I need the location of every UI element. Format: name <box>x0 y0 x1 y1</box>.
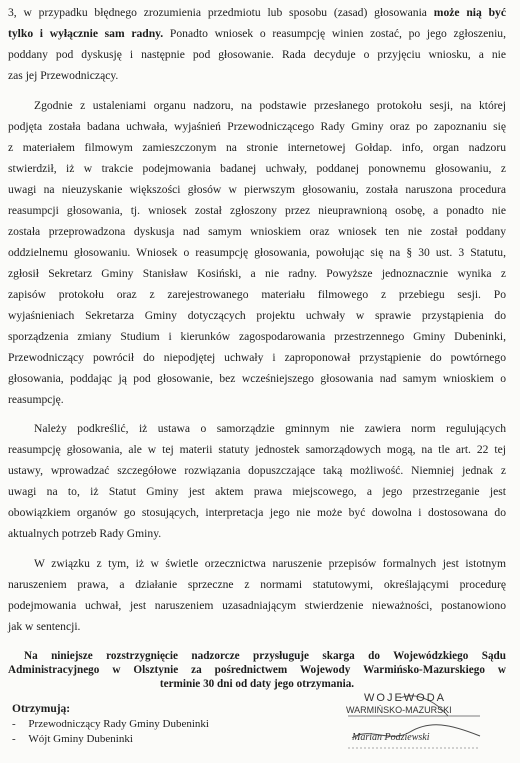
paragraph1-line2 <box>8 27 506 41</box>
paragraph1-line1 <box>8 6 506 20</box>
recipient-item <box>12 718 209 731</box>
paragraph2-line: stwierdził, iż w trakcie podejmowania badanej uchwały, poddanej ponownemu głosowaniu, z <box>8 162 506 175</box>
stamp-subtitle: WARMIŃSKO-MAZURSKI <box>346 705 452 715</box>
stamp-title: WOJEWODA <box>364 692 446 704</box>
official-stamp <box>330 686 508 758</box>
paragraph1-line1-text: 3, w przypadku błędnego zrozumienia przedmiotu lub sposobu (zasad) głosowania <box>8 6 427 19</box>
paragraph4-line: W związku z tym, iż w świetle orzecznictwa naruszenie przepisów formalnych jest istotnym <box>34 557 506 570</box>
paragraph4-line: naruszeniem prawa, a działanie sprzeczne z normami statutowymi, określającymi procedurę <box>8 578 506 591</box>
paragraph4-line: podejmowania uchwał, jest naruszeniem uzasadniającym stwierdzenie nieważności, postanowiono <box>8 599 506 612</box>
paragraph2-line: Zgodnie z ustaleniami organu nadzoru, na podstawie przesłanego protokołu sesji, na której <box>34 99 506 112</box>
paragraph3-line: ustawy, wprowadzać szczegółowe rozwiązania dopuszczające taką możliwość. Niemniej jednak z <box>8 464 506 477</box>
paragraph3-line: aktualnych potrzeb Rady Gminy. <box>8 527 162 540</box>
paragraph2-line: reasumpcję. <box>8 393 64 406</box>
paragraph2-line: zapisów protokołu oraz z zarejestrowanego materiału filmowego z przebiegu sesji. Po <box>8 288 506 301</box>
paragraph2-line: głosowania, poddając ją pod głosowanie, bez wcześniejszego głosowania nad samym wnioskiem o <box>8 372 506 385</box>
recipient-name: Wójt Gminy Dubeninki <box>28 733 133 745</box>
paragraph1-line2-bold: tylko i wyłącznie sam radny. <box>8 27 164 40</box>
paragraph2-line: z materiałem filmowym zamieszczonym na stronie internetowej Gołdap. info, organ nadzoru <box>8 141 506 154</box>
paragraph3-line: Należy podkreślić, iż ustawa o samorządzie gminnym nie zawiera norm regulujących <box>34 422 506 435</box>
paragraph2-line: została przeprowadzona dyskusja nad samym wnioskiem oraz wniosek ten nie został poddany <box>8 225 506 238</box>
paragraph1-line3: poddany pod dyskusję i następnie pod głosowanie. Rada decyduje o przyjęciu wniosku, a nie <box>8 48 506 61</box>
recipient-name: Przewodniczący Rady Gminy Dubeninki <box>28 718 209 730</box>
paragraph2-line: uwagi na nieuzyskanie większości głosów w pierwszym głosowaniu, została naruszona procedura <box>8 183 506 196</box>
stamp-signature-name: Marian Podziewski <box>352 732 430 743</box>
paragraph1-line1-bold: może nią być <box>433 6 506 19</box>
paragraph3-line: reasumpcję głosowania, ale w tej materii statuty jednostek samorządowych mogą, na tle art. 22 tej <box>8 443 506 456</box>
paragraph2-line: Przewodniczący powrócił do niepodjętej uchwały i zaproponował przystąpienie do powtórnego <box>8 351 506 364</box>
paragraph2-line: oddzielnemu głosowaniu. Wniosek o reasumpcję głosowania, powołując się na § 30 ust. 3 Statutu, <box>8 246 506 259</box>
appeal-notice-line: Administracyjnego w Olsztynie za pośrednictwem Wojewody Warmińsko-Mazurskiego w <box>8 664 506 676</box>
paragraph1-line4: zas jej Przewodniczący. <box>8 69 119 82</box>
paragraph1-line2-text: Ponadto wniosek o reasumpcję winien zostać, po jego zgłoszeniu, <box>169 27 507 40</box>
paragraph3-line: obowiązkiem organów go stosujących, interpretacja jego nie może być dowolna i dostosowana do <box>8 506 506 519</box>
paragraph2-line: reasumpcji głosowania, tj. wniosek został zgłoszony przez nieuprawnioną osobę, a ponadto nie <box>8 204 506 217</box>
recipients-heading: Otrzymują: <box>12 703 71 715</box>
recipient-bullet: - <box>12 733 16 745</box>
recipient-bullet: - <box>12 718 16 730</box>
recipient-item <box>12 733 133 746</box>
paragraph2-line: zgłosił Sekretarz Gminy Stanisław Kosiński, a nie radny. Powyższe jednoznacznie wynika z <box>8 267 506 280</box>
paragraph2-line: podjęta została badana uchwała, wyjaśnień Przewodniczącego Rady Gminy oraz po zapoznaniu się <box>8 120 506 133</box>
appeal-notice-line: terminie 30 dni od daty jego otrzymania. <box>159 678 355 690</box>
appeal-notice-line: Na niniejsze rozstrzygnięcie nadzorcze przysługuje skarga do Wojewódzkiego Sądu <box>24 650 506 662</box>
paragraph2-line: sporządzenia zmiany Studium i kierunków zagospodarowania przestrzennego Gminy Dubeninki, <box>8 330 506 343</box>
paragraph3-line: uwagi na to, iż Statut Gminy jest aktem prawa miejscowego, a jego przestrzeganie jest <box>8 485 506 498</box>
paragraph2-line: wyjaśnieniach Sekretarza Gminy dotyczących projektu uchwały w sprawie przystąpienia do <box>8 309 506 322</box>
paragraph4-line: jak w sentencji. <box>8 620 81 633</box>
